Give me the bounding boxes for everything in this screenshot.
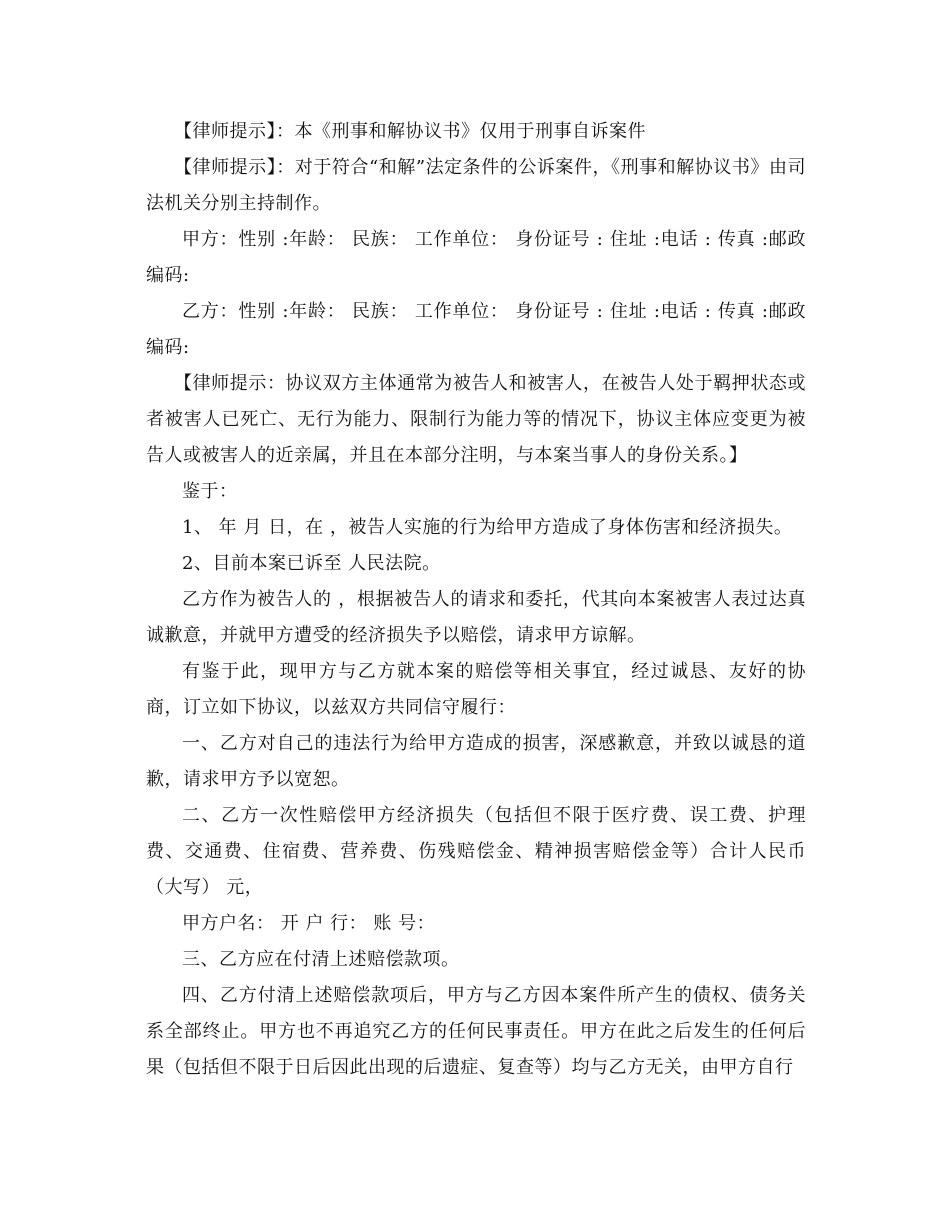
body-paragraph: 有鉴于此，现甲方与乙方就本案的赔偿等相关事宜，经过诚恳、友好的协商，订立如下协议，以兹双方共同信守履行： — [146, 661, 806, 718]
document-body — [146, 114, 806, 1086]
party-b-info-paragraph: 乙方：性别 :年龄： 民族： 工作单位： 身份证号 : 住址 :电话 : 传真 :邮政编码: — [146, 301, 806, 358]
body-paragraph: 乙方作为被告人的 ，根据被告人的请求和委托，代其向本案被害人表过达真诚歉意，并就甲方遭受的经济损失予以赔偿，请求甲方谅解。 — [146, 589, 806, 646]
bank-account-paragraph: 甲方户名： 开 户 行： 账 号： — [182, 913, 436, 934]
party-a-info-paragraph: 甲方：性别 :年龄： 民族： 工作单位： 身份证号 : 住址 :电话 : 传真 :邮政编码: — [146, 229, 806, 286]
lawyer-tip-paragraph: 【律师提示】：对于符合“和解”法定条件的公诉案件，《刑事和解协议书》由司法机关分别主持制作。 — [146, 157, 806, 214]
lawyer-tip-paragraph: 【律师提示：协议双方主体通常为被告人和被害人，在被告人处于羁押状态或者被害人已死亡、无行为能力、限制行为能力等的情况下，协议主体应变更为被告人或被害人的近亲属，并且在本部分注明，与本案当事人的身份关系。】 — [146, 373, 806, 466]
clause-paragraph: 三、乙方应在付清上述赔偿款项。 — [182, 949, 460, 970]
lawyer-tip-paragraph: 【律师提示】：本《刑事和解协议书》仅用于刑事自诉案件 — [174, 121, 646, 142]
clause-paragraph: 二、乙方一次性赔偿甲方经济损失（包括但不限于医疗费、误工费、护理费、交通费、住宿费、营养费、伤残赔偿金、精神损害赔偿金等）合计人民币（大写） 元， — [146, 805, 806, 898]
whereas-item-paragraph: 2、目前本案已诉至 人民法院。 — [182, 553, 441, 574]
whereas-item-paragraph: 1、 年 月 日，在 ，被告人实施的行为给甲方造成了身体伤害和经济损失。 — [182, 517, 793, 538]
clause-paragraph: 一、乙方对自己的违法行为给甲方造成的损害，深感歉意，并致以诚恳的道歉，请求甲方予以宽恕。 — [146, 733, 806, 790]
clause-paragraph: 四、乙方付清上述赔偿款项后，甲方与乙方因本案件所产生的债权、债务关系全部终止。甲方也不再追究乙方的任何民事责任。甲方在此之后发生的任何后果（包括但不限于日后因此出现的后遗症、复查等）均与乙方无关，由甲方自行 — [146, 985, 806, 1078]
whereas-heading: 鉴于： — [182, 481, 238, 502]
